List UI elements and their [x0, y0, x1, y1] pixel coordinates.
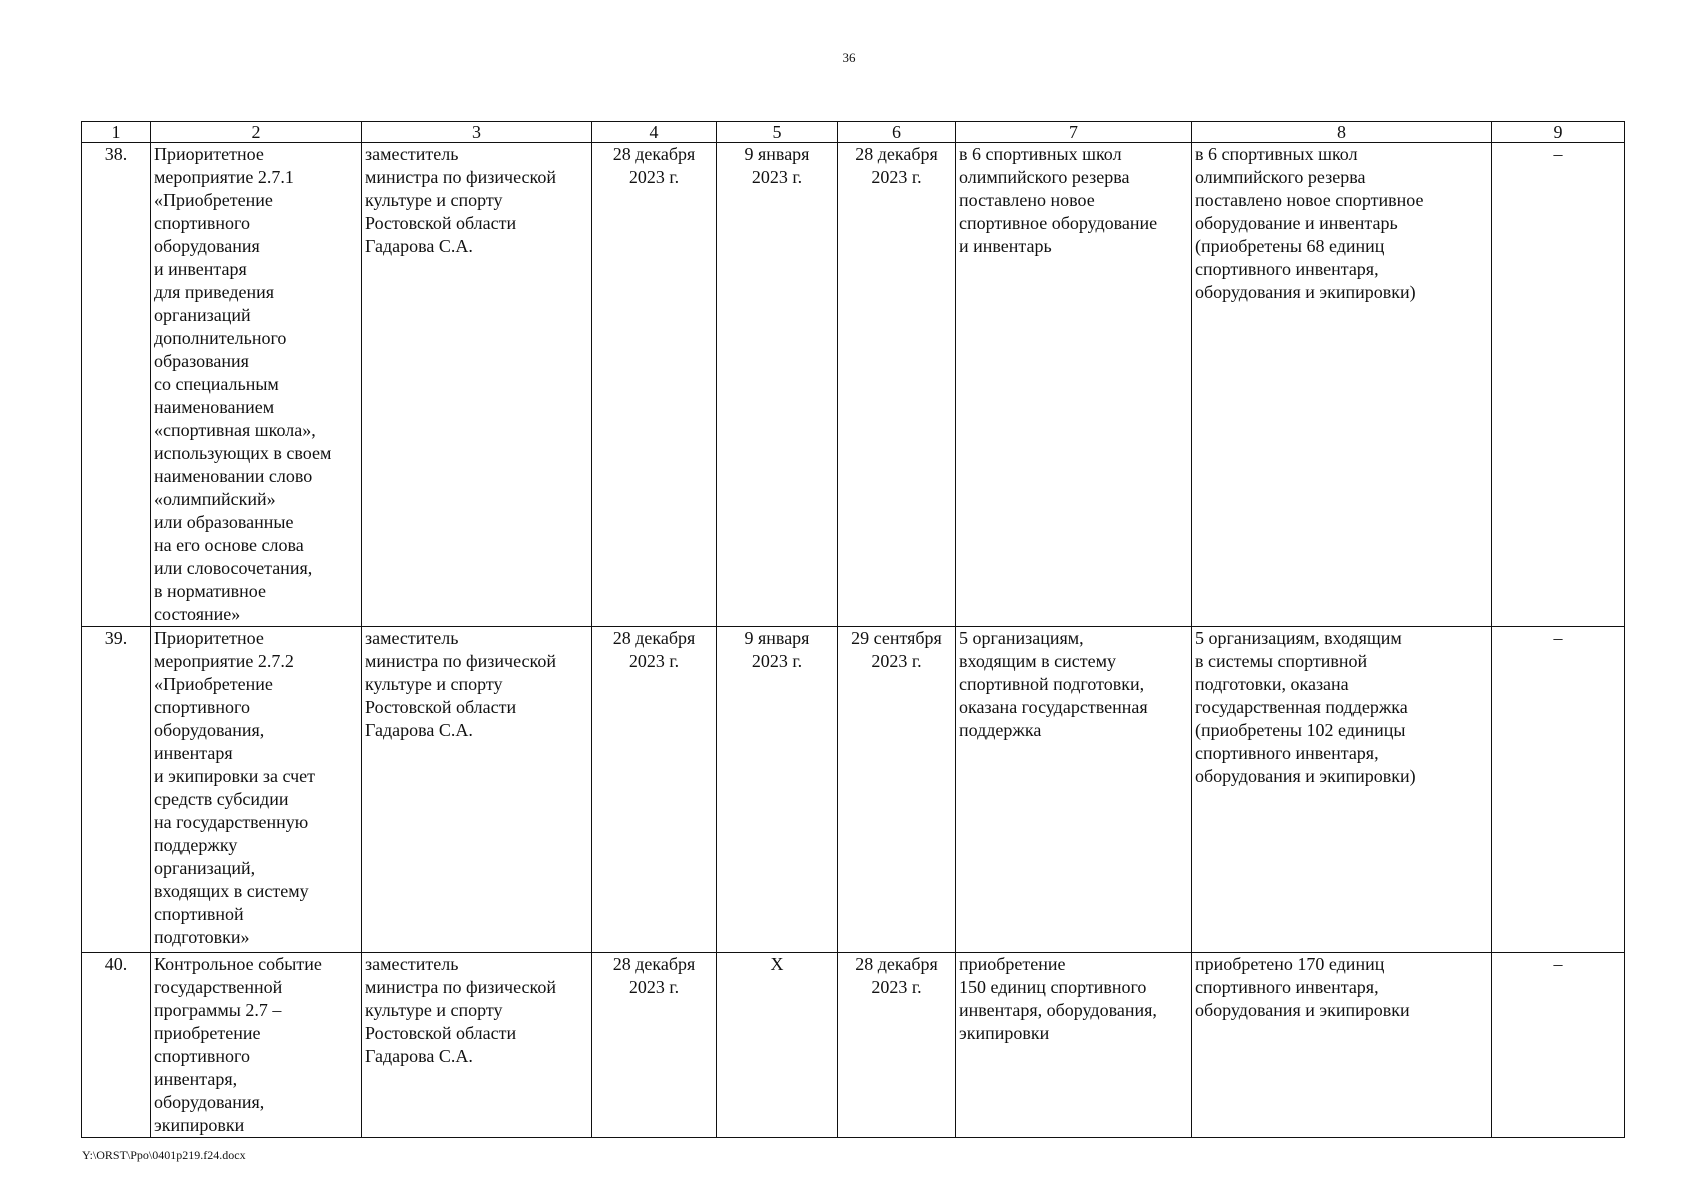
- note: –: [1492, 953, 1625, 1138]
- column-header: 2: [151, 122, 362, 143]
- fact-start-date: Х: [717, 953, 838, 1138]
- responsible-person: заместитель министра по физической культуре и спорту Ростовской области Гадарова С.А.: [362, 953, 592, 1138]
- fact-end-date: 29 сентября 2023 г.: [838, 627, 956, 953]
- plan-end-date: 28 декабря 2023 г.: [592, 627, 717, 953]
- row-number: 40.: [82, 953, 151, 1138]
- table-row: [82, 143, 1625, 627]
- event-name: Приоритетное мероприятие 2.7.2 «Приобретение спортивного оборудования, инвентаря и экипировки за счет средств субсидии на государственную поддержку организаций, входящих в систему спортивной подготовки»: [151, 627, 362, 953]
- fact-start-date: 9 января 2023 г.: [717, 627, 838, 953]
- column-header: 1: [82, 122, 151, 143]
- table-row: [82, 627, 1625, 953]
- actual-result: приобретено 170 единиц спортивного инвентаря, оборудования и экипировки: [1192, 953, 1492, 1138]
- column-header: 7: [956, 122, 1192, 143]
- planned-result: в 6 спортивных школ олимпийского резерва поставлено новое спортивное оборудование и инвентарь: [956, 143, 1192, 627]
- column-header: 4: [592, 122, 717, 143]
- actual-result: в 6 спортивных школ олимпийского резерва поставлено новое спортивное оборудование и инвентарь (приобретены 68 единиц спортивного инвентаря, оборудования и экипировки): [1192, 143, 1492, 627]
- plan-end-date: 28 декабря 2023 г.: [592, 953, 717, 1138]
- planned-result: приобретение 150 единиц спортивного инвентаря, оборудования, экипировки: [956, 953, 1192, 1138]
- column-header: 9: [1492, 122, 1625, 143]
- responsible-person: заместитель министра по физической культуре и спорту Ростовской области Гадарова С.А.: [362, 143, 592, 627]
- note: –: [1492, 143, 1625, 627]
- table-row: [82, 953, 1625, 1138]
- column-header: 3: [362, 122, 592, 143]
- responsible-person: заместитель министра по физической культуре и спорту Ростовской области Гадарова С.А.: [362, 627, 592, 953]
- row-number: 38.: [82, 143, 151, 627]
- plan-end-date: 28 декабря 2023 г.: [592, 143, 717, 627]
- note: –: [1492, 627, 1625, 953]
- fact-start-date: 9 января 2023 г.: [717, 143, 838, 627]
- event-name: Контрольное событие государственной программы 2.7 – приобретение спортивного инвентаря, оборудования, экипировки: [151, 953, 362, 1138]
- fact-end-date: 28 декабря 2023 г.: [838, 143, 956, 627]
- row-number: 39.: [82, 627, 151, 953]
- planned-result: 5 организациям, входящим в систему спортивной подготовки, оказана государственная поддержка: [956, 627, 1192, 953]
- report-table: [81, 121, 1625, 1138]
- table-header-row: [82, 122, 1625, 143]
- column-header: 6: [838, 122, 956, 143]
- event-name: Приоритетное мероприятие 2.7.1 «Приобретение спортивного оборудования и инвентаря для приведения организаций дополнительного образования со специальным наименованием «спортивная школа», использующих в своем наименовании слово «олимпийский» или образованные на его основе слова или словосочетания, в нормативное состояние»: [151, 143, 362, 627]
- column-header: 8: [1192, 122, 1492, 143]
- fact-end-date: 28 декабря 2023 г.: [838, 953, 956, 1138]
- page-number: 36: [842, 50, 856, 65]
- actual-result: 5 организациям, входящим в системы спортивной подготовки, оказана государственная поддержка (приобретены 102 единицы спортивного инвентаря, оборудования и экипировки): [1192, 627, 1492, 953]
- column-header: 5: [717, 122, 838, 143]
- file-path-footer: Y:\ORST\Ppo\0401p219.f24.docx: [82, 1148, 246, 1162]
